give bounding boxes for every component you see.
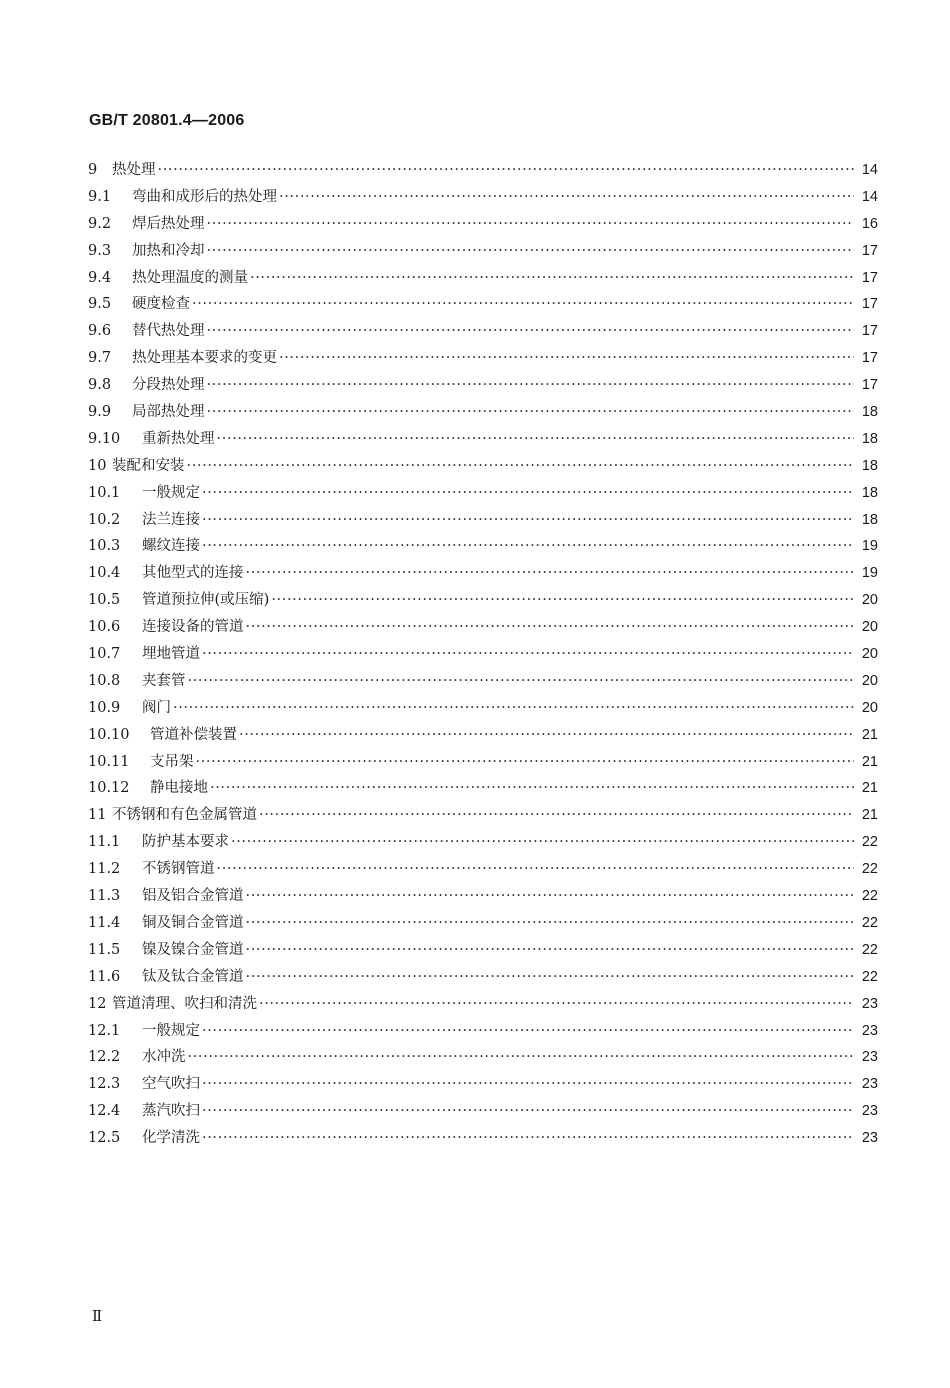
toc-entry-title: 加热和冷却 xyxy=(132,242,205,259)
toc-dot-leader xyxy=(207,211,855,238)
toc-entry-number: 11.6 xyxy=(88,968,121,985)
toc-entry-page: 17 xyxy=(861,350,878,367)
toc-entry-page: 21 xyxy=(861,726,878,743)
toc-entry-title: 硬度检查 xyxy=(132,296,190,313)
toc-entry-number: 12 xyxy=(88,995,107,1012)
toc-entry[interactable] xyxy=(88,507,878,534)
toc-dot-leader xyxy=(192,291,854,318)
toc-entry-page: 18 xyxy=(861,404,878,421)
toc-dot-leader xyxy=(187,453,855,480)
toc-entry-title: 铜及铜合金管道 xyxy=(142,914,244,931)
toc-entry-number: 10.1 xyxy=(88,484,121,501)
toc-dot-leader xyxy=(202,1071,854,1098)
toc-entry-page: 17 xyxy=(861,377,878,394)
toc-dot-leader xyxy=(158,157,855,184)
toc-entry[interactable] xyxy=(88,453,878,480)
toc-entry-page: 21 xyxy=(861,807,878,824)
toc-entry[interactable] xyxy=(88,265,878,292)
toc-entry[interactable] xyxy=(88,184,878,211)
toc-entry[interactable] xyxy=(88,238,878,265)
toc-dot-leader xyxy=(279,184,854,211)
toc-entry-page: 17 xyxy=(861,296,878,313)
toc-dot-leader xyxy=(246,910,855,937)
toc-entry-number: 10.11 xyxy=(88,753,130,770)
toc-dot-leader xyxy=(202,480,854,507)
toc-entry-number: 9.2 xyxy=(88,215,112,232)
toc-entry-number: 11.2 xyxy=(88,861,121,878)
toc-entry-title: 管道清理、吹扫和清洗 xyxy=(112,995,257,1012)
toc-entry-title: 装配和安装 xyxy=(112,457,185,474)
toc-entry-page: 23 xyxy=(861,1130,878,1147)
toc-entry[interactable] xyxy=(88,426,878,453)
toc-entry-number: 11.5 xyxy=(88,941,121,958)
toc-entry-page: 18 xyxy=(861,430,878,447)
toc-dot-leader xyxy=(250,265,854,292)
toc-entry-number: 11 xyxy=(88,807,107,824)
toc-entry-title: 不锈钢管道 xyxy=(142,861,215,878)
toc-entry-page: 22 xyxy=(861,861,878,878)
toc-entry-number: 10.2 xyxy=(88,511,121,528)
toc-entry[interactable] xyxy=(88,614,878,641)
toc-entry-number: 10 xyxy=(88,457,107,474)
toc-entry-number: 9.8 xyxy=(88,377,112,394)
toc-dot-leader xyxy=(207,372,855,399)
toc-entry-page: 20 xyxy=(861,592,878,609)
toc-entry-page: 20 xyxy=(861,699,878,716)
document-standard-number: GB/T 20801.4—2006 xyxy=(89,112,245,129)
toc-entry-title: 支吊架 xyxy=(150,753,194,770)
toc-entry-number: 12.3 xyxy=(88,1076,121,1093)
toc-entry[interactable] xyxy=(88,883,878,910)
toc-entry[interactable] xyxy=(88,829,878,856)
toc-entry-number: 10.6 xyxy=(88,619,121,636)
toc-entry[interactable] xyxy=(88,802,878,829)
toc-entry[interactable] xyxy=(88,318,878,345)
toc-entry-title: 水冲洗 xyxy=(142,1049,186,1066)
toc-dot-leader xyxy=(239,722,854,749)
page-number: Ⅱ xyxy=(92,1307,103,1325)
toc-entry-number: 9.5 xyxy=(88,296,112,313)
toc-entry[interactable] xyxy=(88,722,878,749)
toc-dot-leader xyxy=(271,587,854,614)
toc-entry-number: 10.10 xyxy=(88,726,130,743)
toc-entry[interactable] xyxy=(88,856,878,883)
toc-entry[interactable] xyxy=(88,775,878,802)
toc-entry-title: 法兰连接 xyxy=(142,511,200,528)
toc-entry-number: 12.2 xyxy=(88,1049,121,1066)
toc-entry[interactable] xyxy=(88,1018,878,1045)
toc-dot-leader xyxy=(188,1044,855,1071)
toc-entry-page: 17 xyxy=(861,323,878,340)
toc-entry[interactable] xyxy=(88,157,878,184)
toc-entry-number: 12.4 xyxy=(88,1103,121,1120)
toc-entry[interactable] xyxy=(88,291,878,318)
toc-entry[interactable] xyxy=(88,587,878,614)
toc-entry-title: 管道预拉伸(或压缩) xyxy=(142,592,270,609)
toc-entry-title: 热处理 xyxy=(112,162,156,178)
toc-entry[interactable] xyxy=(88,533,878,560)
toc-entry-page: 16 xyxy=(861,215,878,232)
toc-dot-leader xyxy=(217,426,855,453)
toc-dot-leader xyxy=(202,641,854,668)
toc-entry-page: 14 xyxy=(861,162,878,178)
toc-entry-number: 9 xyxy=(88,162,98,178)
toc-entry-number: 9.4 xyxy=(88,269,112,286)
toc-entry-title: 分段热处理 xyxy=(132,377,205,394)
toc-entry-number: 10.8 xyxy=(88,672,121,689)
toc-entry[interactable] xyxy=(88,1044,878,1071)
toc-entry-page: 18 xyxy=(861,484,878,501)
toc-entry-page: 20 xyxy=(861,619,878,636)
toc-dot-leader xyxy=(196,749,855,776)
toc-entry[interactable] xyxy=(88,910,878,937)
toc-entry[interactable] xyxy=(88,937,878,964)
toc-dot-leader xyxy=(231,829,854,856)
toc-entry[interactable] xyxy=(88,480,878,507)
toc-dot-leader xyxy=(202,1098,854,1125)
toc-entry-number: 9.9 xyxy=(88,404,112,421)
toc-entry-title: 替代热处理 xyxy=(132,323,205,340)
toc-entry-page: 18 xyxy=(861,511,878,528)
toc-dot-leader xyxy=(246,964,855,991)
toc-entry-title: 夹套管 xyxy=(142,672,186,689)
toc-entry-page: 20 xyxy=(861,646,878,663)
toc-entry-title: 蒸汽吹扫 xyxy=(142,1103,200,1120)
toc-entry[interactable] xyxy=(88,1098,878,1125)
toc-entry-page: 23 xyxy=(861,995,878,1012)
toc-entry-number: 9.3 xyxy=(88,242,112,259)
toc-dot-leader xyxy=(279,345,854,372)
toc-dot-leader xyxy=(259,991,854,1018)
toc-entry-page: 19 xyxy=(861,538,878,555)
toc-entry-page: 17 xyxy=(861,269,878,286)
toc-entry-page: 20 xyxy=(861,672,878,689)
toc-entry[interactable] xyxy=(88,560,878,587)
toc-entry-title: 镍及镍合金管道 xyxy=(142,941,244,958)
toc-dot-leader xyxy=(207,238,855,265)
toc-entry-page: 18 xyxy=(861,457,878,474)
toc-entry[interactable] xyxy=(88,964,878,991)
toc-entry-number: 12.5 xyxy=(88,1130,121,1147)
toc-entry-number: 10.9 xyxy=(88,699,121,716)
toc-dot-leader xyxy=(202,1125,854,1152)
toc-entry[interactable] xyxy=(88,668,878,695)
table-of-contents xyxy=(88,157,878,1152)
toc-entry-title: 钛及钛合金管道 xyxy=(142,968,244,985)
toc-entry-title: 阀门 xyxy=(142,699,171,716)
toc-entry-title: 化学清洗 xyxy=(142,1130,200,1147)
toc-dot-leader xyxy=(173,695,854,722)
toc-entry-number: 10.12 xyxy=(88,780,130,797)
toc-dot-leader xyxy=(246,614,855,641)
toc-entry-number: 9.10 xyxy=(88,430,121,447)
toc-dot-leader xyxy=(207,318,855,345)
toc-entry-page: 23 xyxy=(861,1049,878,1066)
toc-entry-title: 弯曲和成形后的热处理 xyxy=(132,188,277,205)
toc-dot-leader xyxy=(202,507,854,534)
toc-entry-page: 23 xyxy=(861,1022,878,1039)
toc-entry[interactable] xyxy=(88,399,878,426)
toc-entry-number: 11.3 xyxy=(88,888,121,905)
toc-entry-number: 12.1 xyxy=(88,1022,121,1039)
toc-entry[interactable] xyxy=(88,211,878,238)
toc-entry-title: 空气吹扫 xyxy=(142,1076,200,1093)
toc-entry-number: 10.3 xyxy=(88,538,121,555)
toc-entry-page: 22 xyxy=(861,888,878,905)
toc-entry-page: 22 xyxy=(861,834,878,851)
toc-entry-page: 21 xyxy=(861,753,878,770)
toc-entry-number: 9.1 xyxy=(88,188,112,205)
toc-dot-leader xyxy=(246,560,855,587)
toc-entry-title: 热处理温度的测量 xyxy=(132,269,248,286)
toc-entry[interactable] xyxy=(88,1071,878,1098)
toc-dot-leader xyxy=(188,668,855,695)
toc-entry-title: 一般规定 xyxy=(142,484,200,501)
toc-entry[interactable] xyxy=(88,1125,878,1152)
toc-entry-page: 17 xyxy=(861,242,878,259)
toc-entry-title: 铝及铝合金管道 xyxy=(142,888,244,905)
toc-entry-title: 管道补偿装置 xyxy=(150,726,237,743)
toc-entry[interactable] xyxy=(88,991,878,1018)
toc-dot-leader xyxy=(202,1018,854,1045)
toc-entry-number: 11.4 xyxy=(88,914,121,931)
toc-entry[interactable] xyxy=(88,345,878,372)
toc-entry-title: 静电接地 xyxy=(150,780,208,797)
toc-dot-leader xyxy=(202,533,854,560)
toc-entry-page: 22 xyxy=(861,968,878,985)
toc-dot-leader xyxy=(259,802,854,829)
toc-entry-number: 9.7 xyxy=(88,350,112,367)
toc-entry-page: 23 xyxy=(861,1103,878,1120)
toc-entry[interactable] xyxy=(88,695,878,722)
toc-entry-title: 局部热处理 xyxy=(132,404,205,421)
toc-entry-page: 22 xyxy=(861,914,878,931)
toc-entry-page: 23 xyxy=(861,1076,878,1093)
toc-entry-title: 防护基本要求 xyxy=(142,834,229,851)
toc-entry-title: 其他型式的连接 xyxy=(142,565,244,582)
toc-entry-number: 9.6 xyxy=(88,323,112,340)
toc-entry-title: 焊后热处理 xyxy=(132,215,205,232)
toc-entry-title: 热处理基本要求的变更 xyxy=(132,350,277,367)
toc-entry-title: 重新热处理 xyxy=(142,430,215,447)
toc-entry[interactable] xyxy=(88,372,878,399)
toc-dot-leader xyxy=(210,775,854,802)
toc-dot-leader xyxy=(246,937,855,964)
toc-entry[interactable] xyxy=(88,641,878,668)
toc-dot-leader xyxy=(246,883,855,910)
toc-entry-page: 19 xyxy=(861,565,878,582)
toc-entry-title: 螺纹连接 xyxy=(142,538,200,555)
toc-dot-leader xyxy=(217,856,855,883)
toc-entry-title: 不锈钢和有色金属管道 xyxy=(112,807,257,824)
toc-dot-leader xyxy=(207,399,855,426)
toc-entry-page: 22 xyxy=(861,941,878,958)
toc-entry[interactable] xyxy=(88,749,878,776)
toc-entry-number: 10.4 xyxy=(88,565,121,582)
toc-entry-title: 一般规定 xyxy=(142,1022,200,1039)
toc-entry-title: 连接设备的管道 xyxy=(142,619,244,636)
toc-entry-page: 21 xyxy=(861,780,878,797)
toc-entry-number: 10.7 xyxy=(88,646,121,663)
toc-entry-number: 10.5 xyxy=(88,592,121,609)
toc-entry-page: 14 xyxy=(861,188,878,205)
toc-entry-number: 11.1 xyxy=(88,834,121,851)
toc-entry-title: 埋地管道 xyxy=(142,646,200,663)
